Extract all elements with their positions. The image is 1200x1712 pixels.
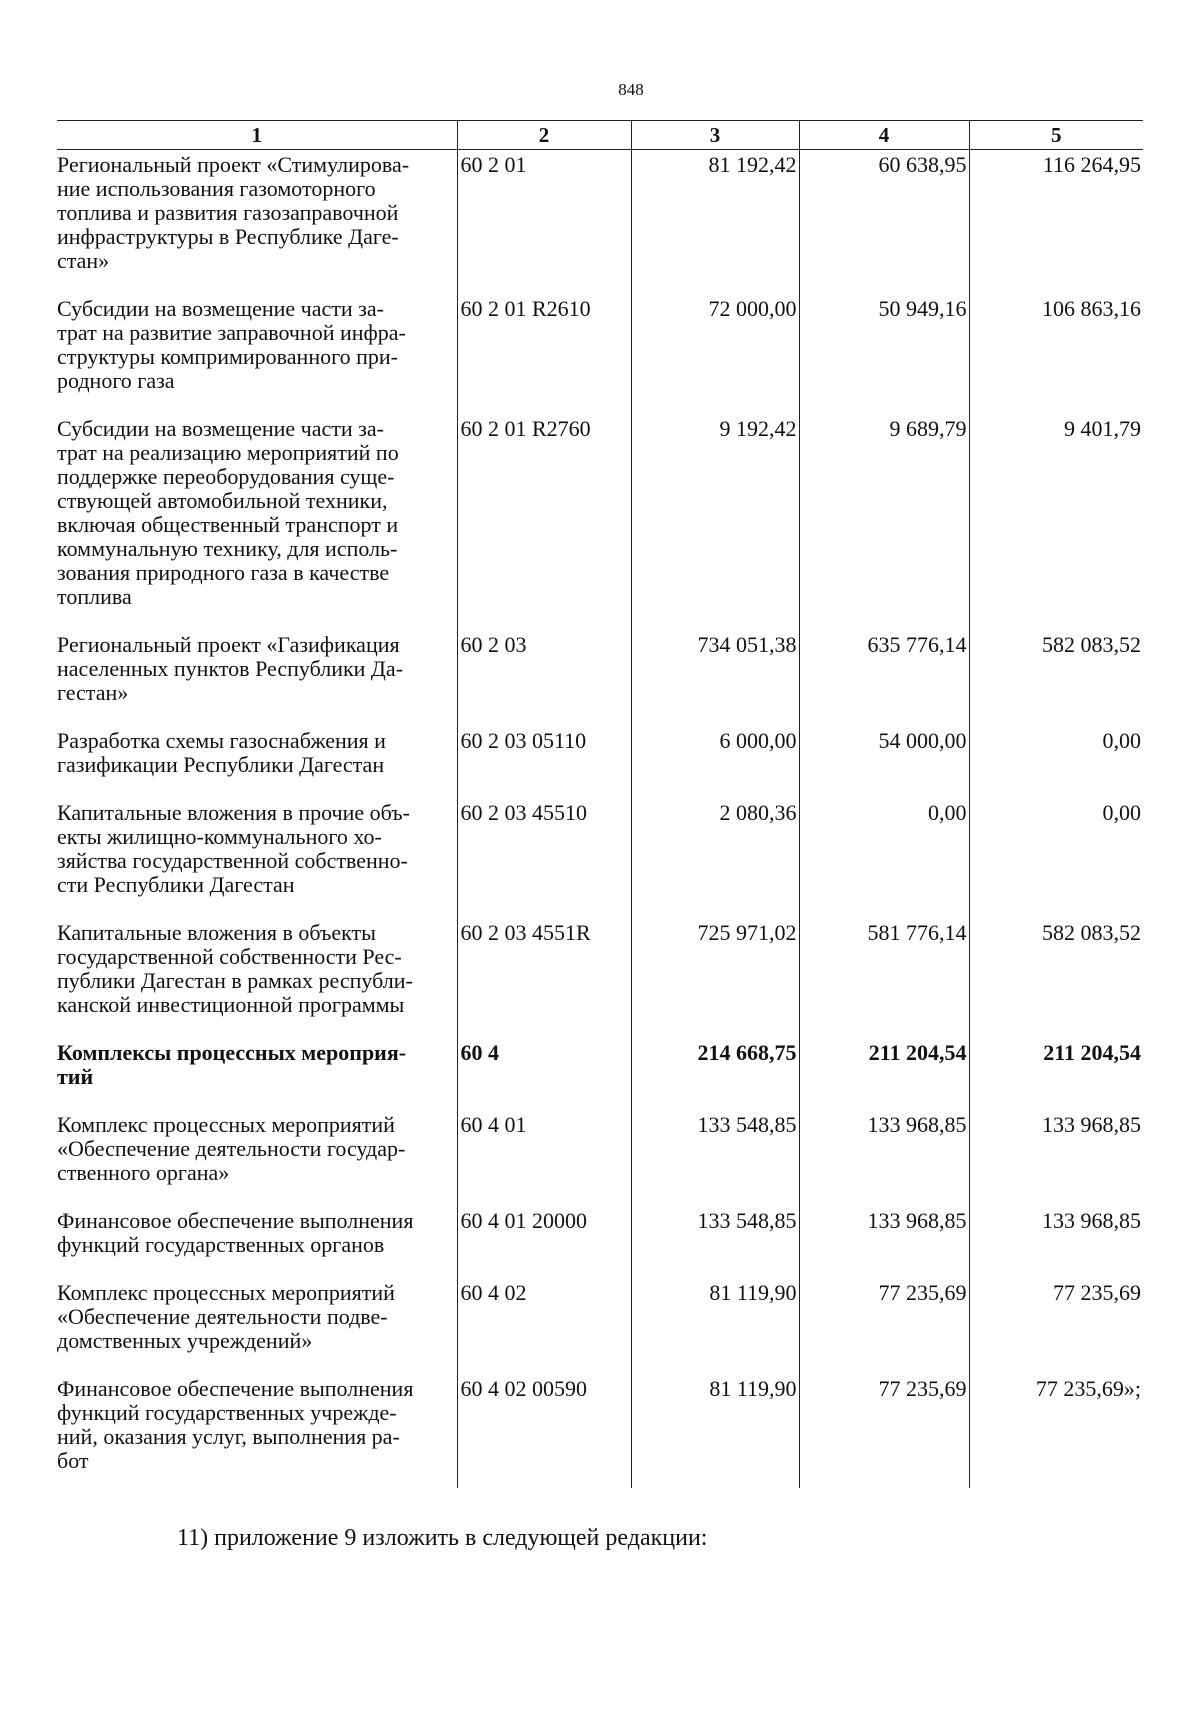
row-code-cell: 60 4 02 bbox=[457, 1272, 631, 1368]
row-value-3-cell: 133 548,85 bbox=[631, 1104, 799, 1200]
row-value-4-cell: 77 235,69 bbox=[799, 1368, 969, 1488]
row-value-3-cell: 6 000,00 bbox=[631, 720, 799, 792]
table-body bbox=[57, 150, 1143, 1489]
table-row bbox=[57, 912, 1143, 1032]
row-value-3-cell: 81 192,42 bbox=[631, 150, 799, 289]
column-header-1: 1 bbox=[57, 121, 457, 150]
row-value-3-cell: 2 080,36 bbox=[631, 792, 799, 912]
table-row bbox=[57, 408, 1143, 624]
row-value-4-cell: 50 949,16 bbox=[799, 288, 969, 408]
row-value-4-cell: 133 968,85 bbox=[799, 1200, 969, 1272]
row-value-3-cell: 214 668,75 bbox=[631, 1032, 799, 1104]
row-value-5-cell: 0,00 bbox=[969, 720, 1143, 792]
row-value-5-cell: 106 863,16 bbox=[969, 288, 1143, 408]
row-name-cell: Субсидии на возмещение части за- трат на реализацию мероприятий по поддержке переоборудования суще- ствующей автомобильной техники, включая общественный транспорт и коммунальную технику, для исполь- зования природного газа в качестве топлива bbox=[57, 416, 399, 609]
row-value-5-cell: 77 235,69»; bbox=[969, 1368, 1143, 1488]
row-name-cell: Капитальные вложения в прочие объ- екты жилищно-коммунального хо- зяйства государственной собственно- сти Республики Дагестан bbox=[57, 800, 410, 897]
row-code-cell: 60 4 01 bbox=[457, 1104, 631, 1200]
row-value-5-cell: 116 264,95 bbox=[969, 150, 1143, 289]
row-value-5-cell: 582 083,52 bbox=[969, 912, 1143, 1032]
table-row bbox=[57, 1032, 1143, 1104]
row-value-4-cell: 77 235,69 bbox=[799, 1272, 969, 1368]
row-value-4-cell: 0,00 bbox=[799, 792, 969, 912]
table-header-row bbox=[57, 121, 1143, 150]
row-code-cell: 60 2 01 R2760 bbox=[457, 408, 631, 624]
row-name-cell: Комплекс процессных мероприятий «Обеспечение деятельности государ- ственного органа» bbox=[57, 1112, 406, 1185]
row-name-cell: Комплекс процессных мероприятий «Обеспечение деятельности подве- домственных учреждений» bbox=[57, 1280, 395, 1353]
row-value-5-cell: 133 968,85 bbox=[969, 1104, 1143, 1200]
row-name-cell: Финансовое обеспечение выполнения функций государственных учрежде- ний, оказания услуг, выполнения ра- бот bbox=[57, 1376, 414, 1473]
table-row bbox=[57, 1104, 1143, 1200]
table-row bbox=[57, 150, 1143, 289]
row-code-cell: 60 2 03 bbox=[457, 624, 631, 720]
table-row bbox=[57, 1368, 1143, 1488]
footer-text: 11) приложение 9 изложить в следующей редакции: bbox=[177, 1525, 708, 1551]
row-value-4-cell: 133 968,85 bbox=[799, 1104, 969, 1200]
row-code-cell: 60 4 bbox=[457, 1032, 631, 1104]
row-value-3-cell: 9 192,42 bbox=[631, 408, 799, 624]
table-row bbox=[57, 624, 1143, 720]
column-header-5: 5 bbox=[969, 121, 1143, 150]
row-name-cell: Капитальные вложения в объекты государственной собственности Рес- публики Дагестан в рамках республи- канской инвестиционной программы bbox=[57, 920, 413, 1017]
row-code-cell: 60 2 01 R2610 bbox=[457, 288, 631, 408]
row-value-4-cell: 9 689,79 bbox=[799, 408, 969, 624]
budget-table bbox=[57, 120, 1143, 1488]
row-value-5-cell: 133 968,85 bbox=[969, 1200, 1143, 1272]
row-name-cell: Региональный проект «Стимулирова- ние использования газомоторного топлива и развития газозаправочной инфраструктуры в Республике Даге- стан» bbox=[57, 152, 410, 273]
column-header-2: 2 bbox=[457, 121, 631, 150]
row-value-4-cell: 635 776,14 bbox=[799, 624, 969, 720]
row-name-cell: Субсидии на возмещение части за- трат на развитие заправочной инфра- структуры компримированного при- родного газа bbox=[57, 296, 406, 393]
row-value-4-cell: 581 776,14 bbox=[799, 912, 969, 1032]
row-value-3-cell: 734 051,38 bbox=[631, 624, 799, 720]
table-row bbox=[57, 792, 1143, 912]
row-value-3-cell: 81 119,90 bbox=[631, 1272, 799, 1368]
row-name-cell: Финансовое обеспечение выполнения функций государственных органов bbox=[57, 1208, 414, 1257]
row-value-3-cell: 72 000,00 bbox=[631, 288, 799, 408]
row-name-cell: Комплексы процессных мероприя- тий bbox=[57, 1040, 407, 1089]
row-value-4-cell: 54 000,00 bbox=[799, 720, 969, 792]
row-name-cell: Разработка схемы газоснабжения и газификации Республики Дагестан bbox=[57, 728, 386, 777]
table-row bbox=[57, 1272, 1143, 1368]
row-code-cell: 60 2 01 bbox=[457, 150, 631, 289]
row-value-5-cell: 77 235,69 bbox=[969, 1272, 1143, 1368]
row-value-3-cell: 725 971,02 bbox=[631, 912, 799, 1032]
row-value-4-cell: 211 204,54 bbox=[799, 1032, 969, 1104]
table-row bbox=[57, 288, 1143, 408]
row-value-4-cell: 60 638,95 bbox=[799, 150, 969, 289]
column-header-4: 4 bbox=[799, 121, 969, 150]
column-header-3: 3 bbox=[631, 121, 799, 150]
page-number: 848 bbox=[618, 80, 644, 99]
row-value-5-cell: 0,00 bbox=[969, 792, 1143, 912]
row-value-3-cell: 133 548,85 bbox=[631, 1200, 799, 1272]
row-code-cell: 60 2 03 05110 bbox=[457, 720, 631, 792]
row-code-cell: 60 4 01 20000 bbox=[457, 1200, 631, 1272]
row-code-cell: 60 2 03 4551R bbox=[457, 912, 631, 1032]
row-value-5-cell: 582 083,52 bbox=[969, 624, 1143, 720]
row-code-cell: 60 4 02 00590 bbox=[457, 1368, 631, 1488]
row-value-5-cell: 211 204,54 bbox=[969, 1032, 1143, 1104]
table-row bbox=[57, 720, 1143, 792]
row-name-cell: Региональный проект «Газификация населенных пунктов Республики Да- гестан» bbox=[57, 632, 404, 705]
row-value-3-cell: 81 119,90 bbox=[631, 1368, 799, 1488]
row-code-cell: 60 2 03 45510 bbox=[457, 792, 631, 912]
table-row bbox=[57, 1200, 1143, 1272]
row-value-5-cell: 9 401,79 bbox=[969, 408, 1143, 624]
